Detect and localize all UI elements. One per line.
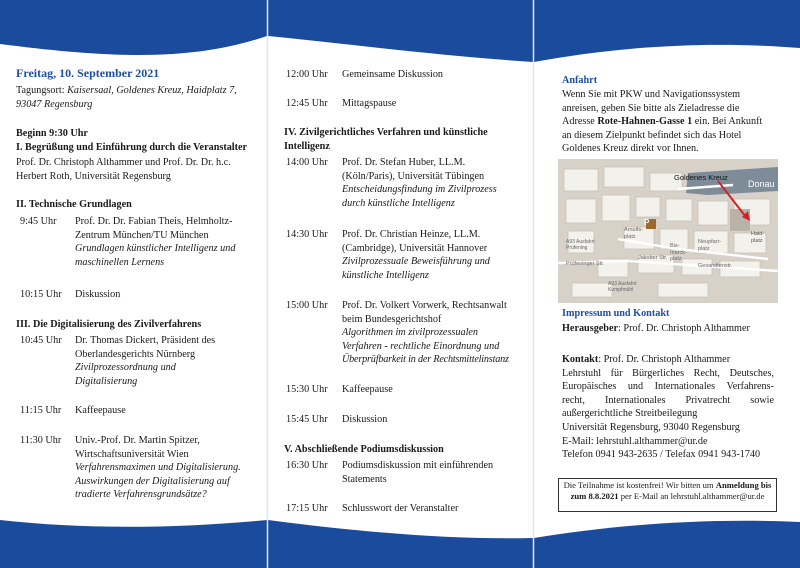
item-time: 12:00 Uhr xyxy=(286,69,328,80)
item-time: 16:30 Uhr xyxy=(286,460,328,471)
speaker-line1: Univ.-Prof. Dr. Martin Spitzer, xyxy=(75,435,200,446)
map-label-gesandtenstr: Gesandtenstr. xyxy=(698,263,733,269)
section-1-title: I. Begrüßung und Einführung durch die Veranstalter xyxy=(16,142,248,153)
map-drawing xyxy=(558,159,778,303)
kontakt-line4: recht, Internationales Privatrecht sowie xyxy=(562,394,774,406)
herausgeber-value: : Prof. Dr. Christoph Althammer xyxy=(618,323,750,334)
anfahrt-line3-end: ein. Bei Ankunft xyxy=(692,116,763,128)
anfahrt-line5: Goldenes Kreuz direkt vor Ihnen. xyxy=(562,143,699,155)
section-1-hosts-line1: Prof. Dr. Christoph Althammer und Prof. Dr. Dr. h.c. xyxy=(16,157,231,168)
item-text: Kaffeepause xyxy=(75,405,126,416)
item-content xyxy=(75,434,241,502)
section-2-title: II. Technische Grundlagen xyxy=(16,199,132,210)
map-label-haidplatz: Haid-platz xyxy=(751,231,765,244)
anfahrt-line1: Wenn Sie mit PKW und Navigationssystem xyxy=(562,89,741,100)
talk-title-line3: Überprüfbarkeit in der Rechtsmittelinstanz xyxy=(342,354,509,366)
item-text: Kaffeepause xyxy=(342,384,393,395)
section-1-hosts xyxy=(16,156,231,183)
item-content xyxy=(342,299,509,367)
item-time: 14:00 Uhr xyxy=(286,157,328,168)
map-label-a93-pruefening: A93 Ausfahrt Prüfening xyxy=(566,239,595,251)
map-label-parking: P xyxy=(644,218,650,227)
venue-city: 93047 Regensburg xyxy=(16,98,93,110)
speaker-line1: Prof. Dr. Christian Heinze, LL.M. xyxy=(342,229,481,240)
speaker-line2: beim Bundesgerichtshof xyxy=(342,313,442,325)
herausgeber xyxy=(562,322,750,336)
talk-title-line1: Zivilprozessordnung und xyxy=(75,362,176,374)
talk-title-line2: durch künstliche Intelligenz xyxy=(342,197,455,209)
venue xyxy=(16,84,256,111)
start-time: Beginn 9:30 Uhr xyxy=(16,128,88,139)
talk-title-line2: Verfahren - rechtliche Einordnung und xyxy=(342,340,500,352)
talk-title-line2: Digitalisierung xyxy=(75,375,138,387)
map-label-bismarckplatz: Bis-marck-platz xyxy=(670,243,687,262)
venue-value: Kaisersaal, Goldenes Kreuz, Haidplatz 7, xyxy=(67,85,237,96)
item-content xyxy=(342,156,497,210)
item-content xyxy=(75,215,235,269)
map-label-prueferinger-str: Prüfeninger Str. xyxy=(566,261,605,267)
talk-title-line3: tradierte Verfahrensgrundsätze? xyxy=(75,489,207,501)
speaker-line1: Prof. Dr. Stefan Huber, LL.M. xyxy=(342,157,466,168)
item-content xyxy=(342,459,493,486)
item-time: 15:30 Uhr xyxy=(286,384,328,395)
notice-deadline: Anmeldung bis zum 8.8.2021 xyxy=(570,480,772,501)
map-label-neupfarrplatz: Neupfarr-platz xyxy=(698,239,722,252)
notice-text-end: per E-Mail an lehrstuhl.althammer@ur.de xyxy=(618,490,765,501)
item-time: 17:15 Uhr xyxy=(286,503,328,514)
speaker-line2: Zentrum München/TU München xyxy=(75,229,209,241)
kontakt-label: Kontakt xyxy=(562,354,599,365)
section-4-title-line1: IV. Zivilgerichtliches Verfahren und künstliche xyxy=(284,127,488,138)
item-time: 9:45 Uhr xyxy=(20,216,57,227)
item-text: Mittagspause xyxy=(342,98,397,109)
item-text: Diskussion xyxy=(75,289,121,300)
kontakt-value: : Prof. Dr. Christoph Althammer xyxy=(598,354,731,365)
speaker-line1: Dr. Thomas Dickert, Präsident des xyxy=(75,335,216,346)
kontakt-line3: Europäisches und Internationales Verfahrens- xyxy=(562,381,774,393)
item-text: Gemeinsame Diskussion xyxy=(342,69,444,80)
anfahrt-line4: an diesem Zielpunkt befindet sich das Hotel xyxy=(562,129,742,141)
item-text: Schlusswort der Veranstalter xyxy=(342,503,459,514)
anfahrt-text xyxy=(562,88,774,156)
section-3-title: III. Die Digitalisierung des Zivilverfahrens xyxy=(16,319,202,330)
kontakt-line5: außergerichtliche Streitbeilegung xyxy=(562,408,698,420)
registration-notice xyxy=(558,478,777,512)
item-content xyxy=(342,228,490,282)
item-content xyxy=(75,334,215,388)
item-time: 15:45 Uhr xyxy=(286,414,328,425)
section-4-title xyxy=(284,126,488,153)
item-line1: Podiumsdiskussion mit einführenden xyxy=(342,460,494,471)
item-time: 11:30 Uhr xyxy=(20,435,62,446)
speaker-line2: (Köln/Paris), Universität Tübingen xyxy=(342,170,485,182)
talk-title-line1: Grundlagen künstlicher Intelligenz und xyxy=(75,243,236,255)
talk-title-line2: maschinellen Lernens xyxy=(75,256,165,268)
anfahrt-line2: anreisen, geben Sie bitte als Zieladresse die xyxy=(562,102,740,114)
talk-title-line1: Algorithmen im zivilprozessualen xyxy=(342,327,479,339)
speaker-line2: (Cambridge), Universität Hannover xyxy=(342,242,488,254)
kontakt-phone: Telefon 0941 943-2635 / Telefax 0941 943-1740 xyxy=(562,449,761,461)
venue-label: Tagungsort: xyxy=(16,85,68,96)
event-date: Freitag, 10. September 2021 xyxy=(16,66,160,80)
notice-text-start: Die Teilnahme ist kostenfrei! Wir bitten um xyxy=(563,480,716,490)
item-line2: Statements xyxy=(342,473,387,485)
talk-title-line1: Verfahrensmaximen und Digitalisierung. xyxy=(75,462,241,474)
speaker-line1: Prof. Dr. Dr. Fabian Theis, Helmholtz- xyxy=(75,216,233,227)
item-time: 10:15 Uhr xyxy=(20,289,62,300)
target-address: Rote-Hahnen-Gasse 1 xyxy=(597,116,693,128)
section-1-hosts-line2: Herbert Roth, Universität Regensburg xyxy=(16,170,171,182)
map-label-arnulfsplatz: Arnulfs-platz xyxy=(624,227,643,240)
speaker-line2: Oberlandesgerichts Nürnberg xyxy=(75,348,196,360)
section-5-title: V. Abschließende Podiumsdiskussion xyxy=(284,444,444,455)
item-time: 12:45 Uhr xyxy=(286,98,328,109)
panel-directions-contact xyxy=(534,0,800,568)
kontakt-email: E-Mail: lehrstuhl.althammer@ur.de xyxy=(562,435,708,447)
item-time: 10:45 Uhr xyxy=(20,335,62,346)
item-time: 15:00 Uhr xyxy=(286,300,328,311)
speaker-line1: Prof. Dr. Volkert Vorwerk, Rechtsanwalt xyxy=(342,300,507,311)
item-time: 14:30 Uhr xyxy=(286,229,328,240)
map-label-jakober-str: Jakober Str. xyxy=(638,255,668,261)
kontakt-block xyxy=(562,353,774,462)
speaker-line2: Wirtschaftsuniversität Wien xyxy=(75,448,189,460)
panel-program-morning xyxy=(0,0,266,568)
talk-title-line1: Zivilprozessuale Beweisführung und xyxy=(342,256,490,268)
item-time: 11:15 Uhr xyxy=(20,405,62,416)
impressum-title: Impressum und Kontakt xyxy=(562,308,670,319)
map-label-goldenes-kreuz: Goldenes Kreuz xyxy=(674,173,728,182)
panel-program-afternoon xyxy=(268,0,532,568)
map-label-a93-kumpfmuehl: A93 Ausfahrt Kumpfmühl xyxy=(608,281,637,293)
location-map xyxy=(558,159,778,303)
map-label-donau: Donau xyxy=(748,179,775,189)
talk-title-line1: Entscheidungsfindung im Zivilprozess xyxy=(342,184,497,196)
anfahrt-line3-start: Adresse xyxy=(562,116,598,128)
kontakt-line2: Lehrstuhl für Bürgerliches Recht, Deutsches, xyxy=(562,367,774,379)
chair-lines xyxy=(562,367,774,408)
item-text: Diskussion xyxy=(342,414,388,425)
talk-title-line2: künstliche Intelligenz xyxy=(342,269,429,281)
anfahrt-title: Anfahrt xyxy=(562,75,598,86)
section-4-title-line2: Intelligenz xyxy=(284,140,330,152)
talk-title-line2: Auswirkungen der Digitalisierung auf xyxy=(75,475,230,487)
herausgeber-label: Herausgeber xyxy=(562,323,619,334)
kontakt-address: Universität Regensburg, 93040 Regensburg xyxy=(562,421,740,433)
